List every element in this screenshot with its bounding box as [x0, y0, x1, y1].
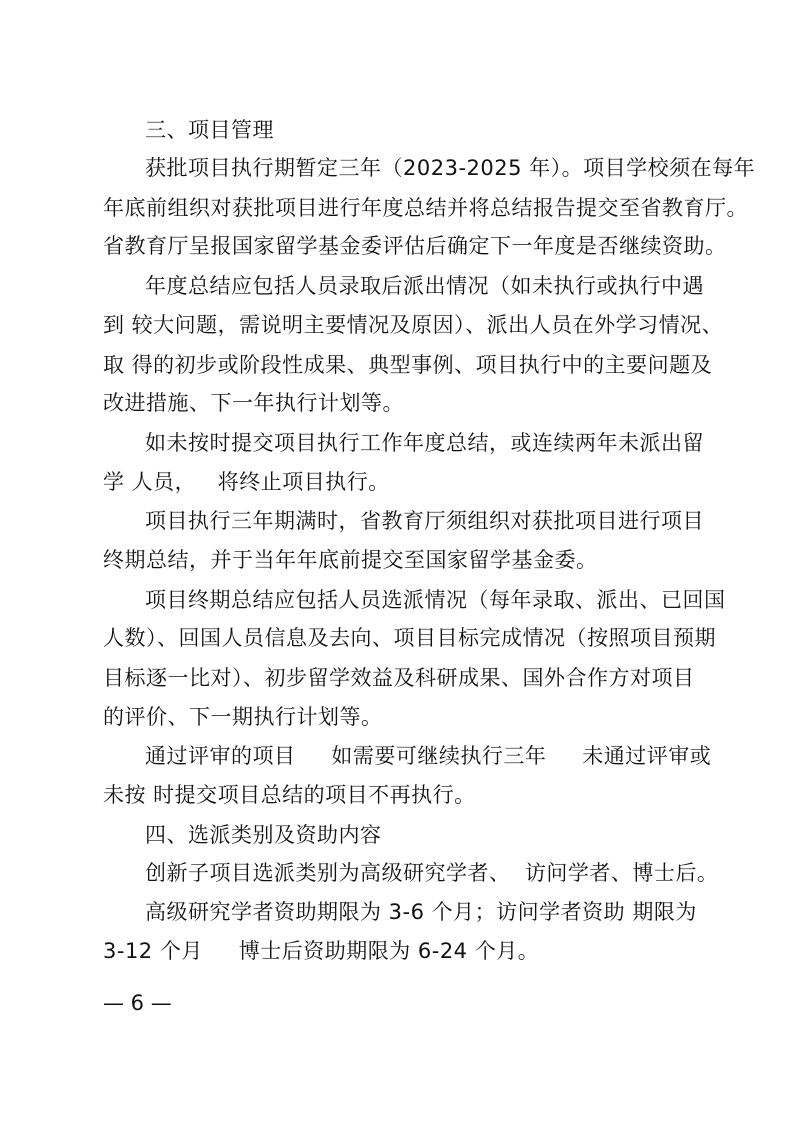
- paragraph-line: 年度总结应包括人员录取后派出情况（如未执行或执行中遇: [145, 274, 704, 298]
- paragraph-line: 取 得的初步或阶段性成果、典型事例、项目执行中的主要问题及: [103, 353, 713, 377]
- paragraph-line: 未按 时提交项目总结的项目不再执行。: [103, 783, 476, 807]
- paragraph-line: 创新子项目选派类别为高级研究学者、 访问学者、博士后。: [145, 861, 719, 885]
- paragraph-line: 人数）、回国人员信息及去向、项目目标完成情况（按照项目预期: [103, 626, 716, 650]
- paragraph-line: 3-12 个月 博士后资助期限为 6-24 个月。: [103, 939, 540, 963]
- paragraph-line: 省教育厅呈报国家留学基金委评估后确定下一年度是否继续资助。: [103, 234, 727, 258]
- paragraph-line: 到 较大问题，需说明主要情况及原因）、派出人员在外学习情况、: [103, 313, 724, 337]
- paragraph-line: 年底前组织对获批项目进行年度总结并将总结报告提交至省教育厅。: [103, 196, 748, 220]
- paragraph-line: 项目终期总结应包括人员选派情况（每年录取、派出、已回国: [145, 588, 726, 612]
- paragraph-line: 高级研究学者资助期限为 3-6 个月；访问学者资助 期限为: [145, 900, 697, 924]
- paragraph-line: 改进措施、下一年执行计划等。: [103, 391, 404, 415]
- section-heading-project-management: 三、项目管理: [145, 118, 274, 142]
- paragraph-line: 通过评审的项目 如需要可继续执行三年 未通过评审或: [145, 744, 712, 768]
- section-heading-selection-categories: 四、选派类别及资助内容: [145, 823, 382, 847]
- paragraph-line: 获批项目执行期暂定三年（2023-2025 年）。项目学校须在每年: [145, 156, 756, 180]
- paragraph-line: 如未按时提交项目执行工作年度总结，或连续两年未派出留: [145, 431, 704, 455]
- paragraph-line: 的评价、下一期执行计划等。: [103, 705, 383, 729]
- page-number: — 6 —: [103, 991, 172, 1015]
- paragraph-line: 学 人员， 将终止项目执行。: [103, 470, 390, 494]
- paragraph-line: 终期总结，并于当年年底前提交至国家留学基金委。: [103, 548, 598, 572]
- paragraph-line: 项目执行三年期满时，省教育厅须组织对获批项目进行项目: [145, 509, 704, 533]
- paragraph-line: 目标逐一比对）、初步留学效益及科研成果、国外合作方对项目: [103, 666, 695, 690]
